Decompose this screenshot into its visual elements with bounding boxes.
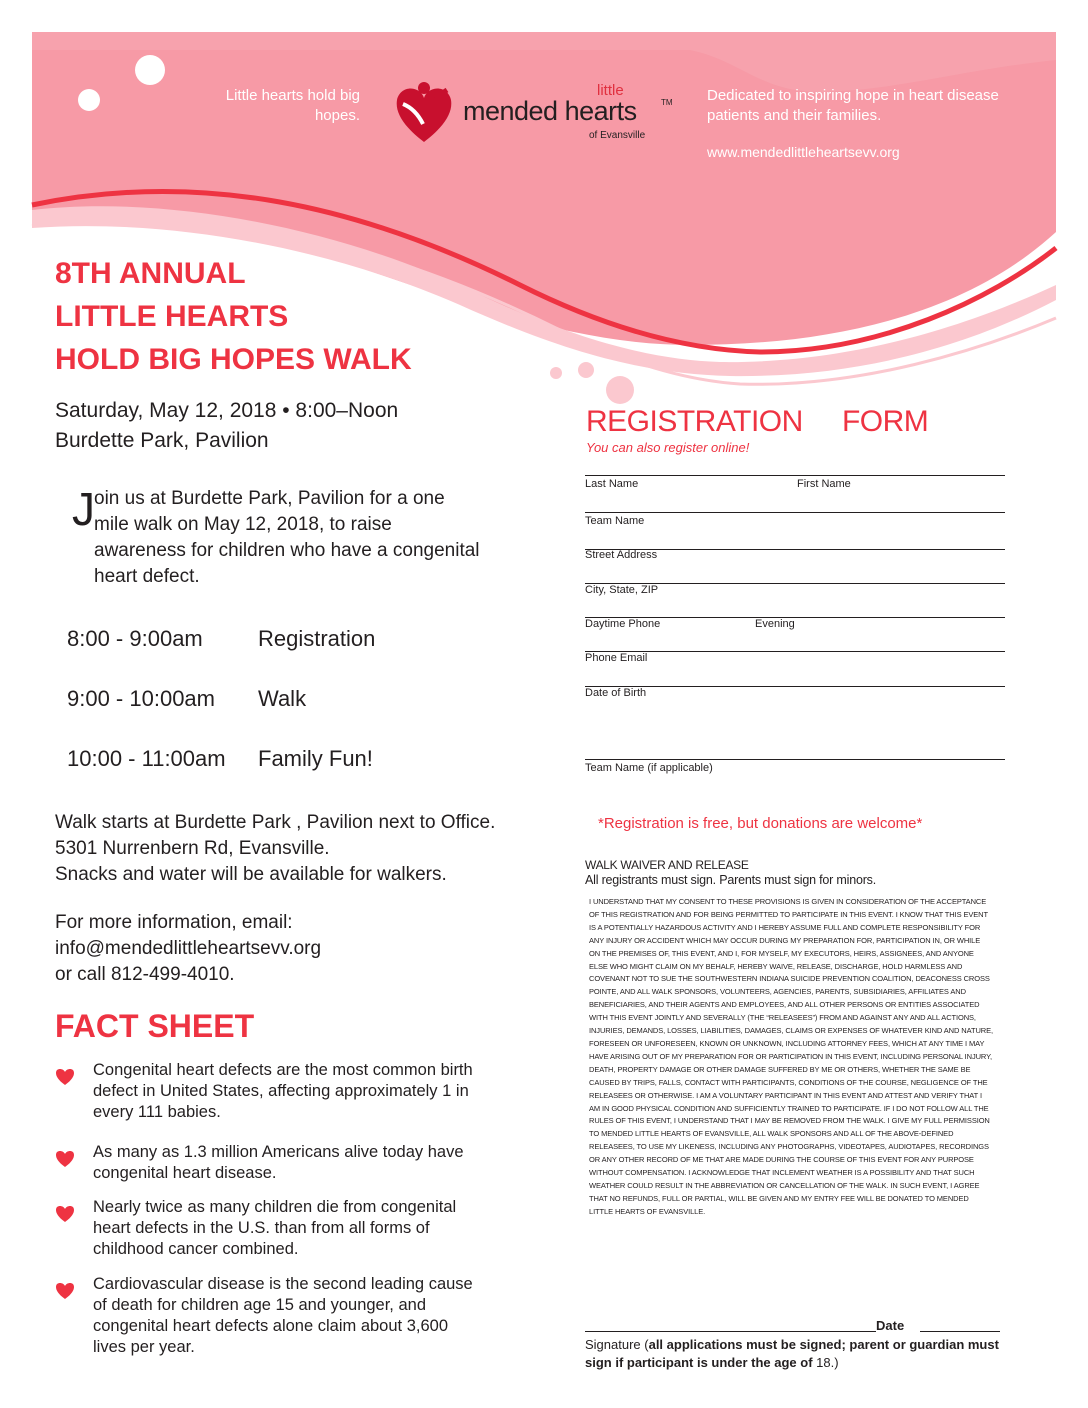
date-field[interactable] bbox=[920, 1331, 1000, 1332]
intro-dropcap: J bbox=[72, 483, 95, 535]
walk-info bbox=[55, 810, 535, 888]
heart-icon bbox=[55, 1068, 75, 1086]
donation-note: *Registration is free, but donations are welcome* bbox=[598, 815, 923, 832]
last-name-field[interactable] bbox=[585, 475, 1005, 476]
signature-label bbox=[585, 1336, 1005, 1372]
registration-title: REGISTRATION FORM bbox=[586, 405, 929, 438]
team-name-optional-label: Team Name (if applicable) bbox=[585, 762, 713, 774]
evening-phone-label: Evening bbox=[755, 618, 795, 630]
heart-icon bbox=[55, 1282, 75, 1300]
logo-trademark: TM bbox=[661, 98, 673, 107]
signature-label-start: Signature ( bbox=[585, 1337, 649, 1352]
schedule-activity: Walk bbox=[258, 686, 307, 711]
contact-info bbox=[55, 910, 535, 988]
signature-field[interactable] bbox=[585, 1331, 876, 1332]
fact-text: Congenital heart defects are the most common birth defect in United States, affecting approximately 1 in every 111 babies. bbox=[93, 1061, 473, 1121]
fact-text: As many as 1.3 million Americans alive today have congenital heart disease. bbox=[93, 1143, 464, 1182]
registration-subtitle: You can also register online! bbox=[586, 440, 750, 455]
walk-info-line: Walk starts at Burdette Park , Pavilion next to Office. bbox=[55, 812, 496, 833]
daytime-phone-label: Daytime Phone bbox=[585, 618, 661, 630]
walk-info-line: 5301 Nurrenbern Rd, Evansville. bbox=[55, 838, 330, 859]
website-link[interactable]: www.mendedlittleheartsevv.org bbox=[707, 144, 900, 160]
heart-icon bbox=[55, 1205, 75, 1223]
event-title-line: 8TH ANNUAL bbox=[55, 257, 246, 290]
date-of-birth-label: Date of Birth bbox=[585, 687, 647, 699]
logo-subtitle: of Evansville bbox=[589, 130, 646, 141]
street-address-label: Street Address bbox=[585, 549, 658, 561]
first-name-label: First Name bbox=[797, 478, 851, 490]
heart-figure-icon bbox=[393, 80, 455, 146]
last-name-label: Last Name bbox=[585, 478, 639, 490]
schedule-activity: Registration bbox=[258, 626, 376, 651]
intro-text: oin us at Burdette Park, Pavilion for a one mile walk on May 12, 2018, to raise awareness for children who have a congenital heart defect. bbox=[94, 488, 480, 587]
event-title-line: LITTLE HEARTS bbox=[55, 300, 289, 333]
heart-icon bbox=[55, 1150, 75, 1168]
signature-label-bold: all applications must be signed; parent or guardian must sign if participant is under the age of bbox=[585, 1337, 999, 1370]
schedule-time: 9:00 - 10:00am bbox=[67, 686, 215, 711]
city-state-zip-label: City, State, ZIP bbox=[585, 584, 659, 596]
waiver-subtitle: All registrants must sign. Parents must sign for minors. bbox=[585, 873, 876, 887]
team-name-label: Team Name bbox=[585, 515, 645, 527]
waiver-title: WALK WAIVER AND RELEASE bbox=[585, 858, 749, 872]
schedule-time: 10:00 - 11:00am bbox=[67, 746, 226, 771]
date-label: Date bbox=[876, 1318, 905, 1333]
phone-email-field[interactable] bbox=[585, 651, 1005, 652]
contact-email[interactable]: info@mendedlittleheartsevv.org bbox=[55, 938, 322, 959]
phone-email-label: Phone Email bbox=[585, 652, 648, 664]
tagline-left: Little hearts hold big hopes. bbox=[225, 87, 360, 124]
contact-phone: or call 812-499-4010. bbox=[55, 964, 235, 985]
logo-main-text: mended hearts bbox=[463, 96, 637, 126]
tagline-right: Dedicated to inspiring hope in heart disease patients and their families. bbox=[707, 87, 999, 124]
fact-sheet-title: FACT SHEET bbox=[55, 1008, 255, 1044]
fact-text: Nearly twice as many children die from congenital heart defects in the U.S. than from all forms of childhood cancer combined. bbox=[93, 1198, 457, 1258]
event-title-line: HOLD BIG HOPES WALK bbox=[55, 343, 412, 376]
team-name-optional-field[interactable] bbox=[585, 759, 1005, 760]
fact-text: Cardiovascular disease is the second leading cause of death for children age 15 and younger, and congenital heart defects alone claim about 3,600 lives per year. bbox=[93, 1275, 473, 1356]
event-location: Burdette Park, Pavilion bbox=[55, 429, 269, 452]
waiver-text: I UNDERSTAND THAT MY CONSENT TO THESE PROVISIONS IS GIVEN IN CONSIDERATION OF THE ACCEPTANCE OF THIS REGISTRATION AND FOR BEING PERMITTED TO PARTICIPATE IN THIS EVENT. I KNOW THAT THIS EVENT IS A POTENTIALLY HAZARDOUS ACTIVITY AND I HEREBY ASSUME FULL AND COMPLETE RESPONSIBILITY FOR ANY INJURY OR ACCIDENT WHICH MAY OCCUR DURING MY PREPARATION FOR, PARTICIPATION IN, OR WHILE ON THE PREMISES OF, THIS EVENT, AND I, FOR MYSELF, MY EXECUTORS, HEIRS, ASSIGNEES, AND ANYONE ELSE WHO MIGHT CLAIM ON MY BEHALF, HEREBY WAIVE, RELEASE, DISCHARGE, HOLD HARMLESS AND COVENANT NOT TO SUE THE SOUTHWESTERN INDIANA SUICIDE PREVENTION COALITION, DEACONESS CROSS POINTE, AND ALL WALK SPONSORS, VOLUNTEERS, AGENCIES, PARENTS, SUBSIDIARIES, AFFILIATES AND BENEFICIARIES, AND THEIR AGENTS AND EMPLOYEES, AND ALL OTHER PERSONS OR ENTITIES ASSOCIATED WITH THIS EVENT JOINTLY AND SEVERALLY (THE “RELEASEES”) FROM AND AGAINST ANY AND ALL ACTIONS, INJURIES, DEMANDS, LOSSES, LIABILITIES, DAMAGES, CLAIMS OR EXPENSES OF WHATEVER KIND AND NATURE, FORESEEN OR UNFORESEEN, KNOWN OR UNKNOWN, INCLUDING ATTORNEY FEES, WHICH AT ANY TIME I MAY HAVE ARISING OUT OF MY PREPARATION FOR OR PARTICIPATION IN THIS EVENT, INCLUDING PERSONAL INJURY, DEATH, PROPERTY DAMAGE OR OTHER DAMAGE SUFFERED BY ME OR OTHERS, WHETHER THE SAME BE CAUSED BY TRIPS, FALLS, CONTACT WITH PARTICIPANTS, CONDITIONS OF THE COURSE, NEGLIGENCE OF THE RELEASEES OR OTHERWISE. I AM A VOLUNTARY PARTICIPANT IN THIS EVENT AND ATTEST AND VERIFY THAT I AM IN GOOD PHYSICAL CONDITION AND SUFFICIENTLY TRAINED TO PARTICIPATE. IF I DO NOT FOLLOW ALL THE RULES OF THIS EVENT, I UNDERSTAND THAT I MAY BE REMOVED FROM THE WALK. I GIVE MY FULL PERMISSION TO MENDED LITTLE HEARTS OF EVANSVILLE, ALL WALK SPONSORS AND ALL OF THE ABOVE-DEFINED RELEASEES, TO USE MY LIKENESS, INCLUDING ANY PHOTOGRAPHS, VIDEOTAPES, AUDIOTAPES, RECORDINGS OR ANY OTHER RECORD OF ME THAT ARE MADE DURING THE COURSE OF THIS EVENT FOR ANY PURPOSE WITHOUT COMPENSATION. I ACKNOWLEDGE THAT INCLEMENT WEATHER IS A POSSIBILITY AND THAT SUCH WEATHER COULD RESULT IN THE ABBREVIATION OR CANCELLATION OF THE WALK. IN SUCH EVENT, I AGREE THAT NO REFUNDS, FULL OR PARTIAL, WILL BE GIVEN AND MY ENTRY FEE WILL BE DONATED TO MENDED LITTLE HEARTS OF EVANSVILLE. bbox=[589, 897, 993, 1216]
signature-label-end: 18.) bbox=[812, 1355, 839, 1370]
event-date: Saturday, May 12, 2018 • 8:00–Noon bbox=[55, 399, 399, 422]
team-name-field[interactable] bbox=[585, 512, 1005, 513]
event-date-location bbox=[55, 396, 398, 456]
logo-little-text: little bbox=[597, 82, 624, 99]
event-title bbox=[55, 252, 535, 381]
date-of-birth-field[interactable] bbox=[585, 686, 1005, 687]
mended-hearts-logo bbox=[393, 80, 683, 150]
schedule-time: 8:00 - 9:00am bbox=[67, 626, 203, 651]
walk-info-line: Snacks and water will be available for walkers. bbox=[55, 864, 447, 885]
contact-info-line: For more information, email: bbox=[55, 912, 293, 933]
schedule-activity: Family Fun! bbox=[258, 746, 373, 771]
